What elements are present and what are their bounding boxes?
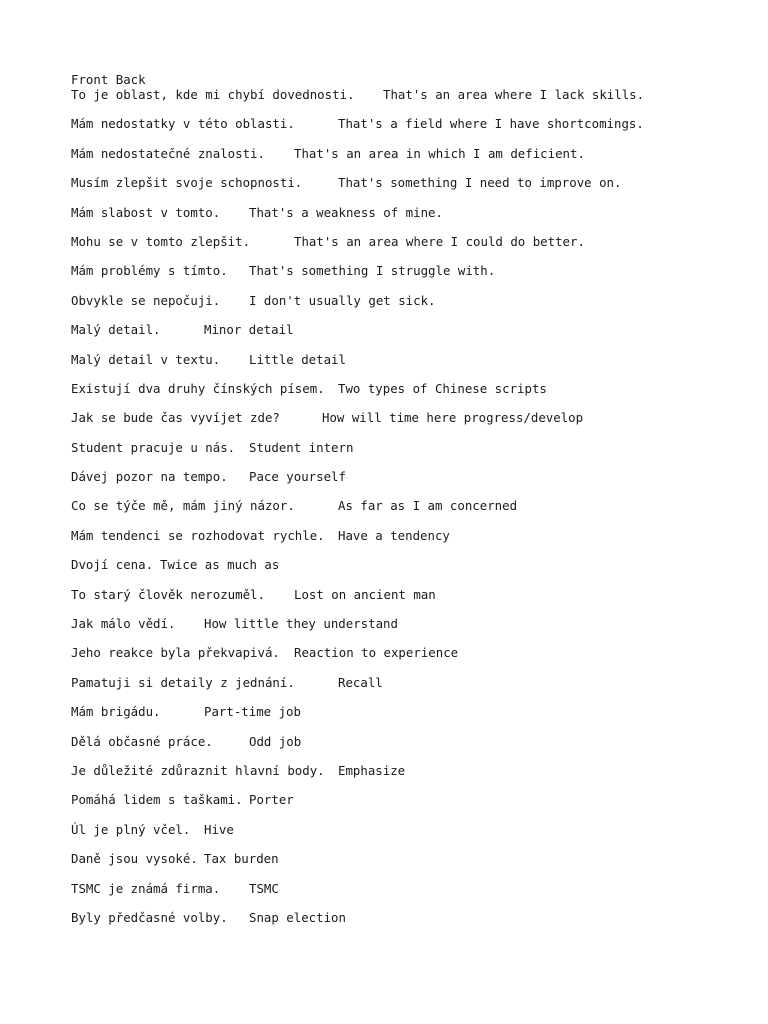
card-back: As far as I am concerned (338, 498, 518, 514)
flashcard-row (71, 352, 751, 367)
card-back: Minor detail (204, 322, 294, 338)
card-back: That's a field where I have shortcomings. (338, 116, 644, 132)
card-back: That's something I need to improve on. (338, 175, 622, 191)
card-back: Recall (338, 674, 383, 690)
card-front: Je důležité zdůraznit hlavní body. (71, 762, 325, 778)
card-front: Jak se bude čas vyvíjet zde? (71, 410, 280, 426)
flashcard-row (71, 205, 751, 220)
document-page (71, 72, 751, 925)
card-back: That's a weakness of mine. (249, 204, 443, 220)
card-front: Obvykle se nepočuji. (71, 292, 221, 308)
card-back: Hive (204, 821, 234, 837)
card-front: Pamatuji si detaily z jednání. (71, 674, 295, 690)
flashcard-row (71, 322, 751, 337)
card-front: Dávej pozor na tempo. (71, 469, 228, 485)
card-front: Musím zlepšit svoje schopnosti. (71, 175, 303, 191)
flashcard-row (71, 557, 751, 572)
card-back: That's something I struggle with. (249, 263, 496, 279)
flashcard-row (71, 792, 751, 807)
flashcard-row (71, 851, 751, 866)
card-front: Jak málo vědí. (71, 616, 176, 632)
flashcard-row (71, 175, 751, 190)
card-front: To je oblast, kde mi chybí dovednosti. (71, 87, 355, 102)
card-back: How will time here progress/develop (322, 410, 584, 426)
card-back: TSMC (249, 880, 279, 896)
card-front: Pomáhá lidem s taškami. (71, 792, 243, 808)
card-front: Mohu se v tomto zlepšit. (71, 233, 251, 249)
card-front: Jeho reakce byla překvapivá. (71, 645, 280, 661)
flashcard-row (71, 146, 751, 161)
flashcard-row (71, 645, 751, 660)
flashcard-row (71, 87, 751, 102)
flashcard-row (71, 293, 751, 308)
flashcard-row (71, 763, 751, 778)
column-header: Front Back (71, 72, 146, 87)
card-front: To starý člověk nerozuměl. (71, 586, 265, 602)
card-back: Student intern (249, 439, 354, 455)
card-front: Byly předčasné volby. (71, 909, 228, 925)
flashcard-row (71, 734, 751, 749)
flashcard-row (71, 498, 751, 513)
card-front: Mám nedostatky v této oblasti. (71, 116, 295, 132)
flashcard-row (71, 116, 751, 131)
card-front: Mám tendenci se rozhodovat rychle. (71, 527, 325, 543)
card-back: Part-time job (204, 704, 301, 720)
flashcard-row (71, 675, 751, 690)
flashcard-row (71, 704, 751, 719)
card-back: Have a tendency (338, 527, 450, 543)
card-front: Student pracuje u nás. (71, 439, 236, 455)
card-front: Mám brigádu. (71, 704, 161, 720)
card-front: Daně jsou vysoké. (71, 851, 198, 867)
card-front: TSMC je známá firma. (71, 880, 221, 896)
flashcard-row (71, 469, 751, 484)
card-back: That's an area in which I am deficient. (294, 145, 585, 161)
card-back: Snap election (249, 909, 346, 925)
card-back: I don't usually get sick. (249, 292, 436, 308)
flashcard-row (71, 528, 751, 543)
card-front: Co se týče mě, mám jiný názor. (71, 498, 295, 514)
card-back: How little they understand (204, 616, 398, 632)
flashcard-row (71, 616, 751, 631)
card-back: Pace yourself (249, 469, 346, 485)
card-front: Dvojí cena. (71, 557, 154, 573)
flashcard-row (71, 587, 751, 602)
flashcard-row (71, 410, 751, 425)
card-front: Úl je plný včel. (71, 821, 191, 837)
flashcard-row (71, 263, 751, 278)
card-back: Reaction to experience (294, 645, 459, 661)
card-front: Dělá občasné práce. (71, 733, 213, 749)
card-front: Mám problémy s tímto. (71, 263, 228, 279)
flashcard-row (71, 881, 751, 896)
flashcard-row (71, 910, 751, 925)
card-front: Mám slabost v tomto. (71, 204, 221, 220)
card-back: That's an area where I lack skills. (383, 87, 645, 102)
card-back: Emphasize (338, 762, 406, 778)
card-back: Little detail (249, 351, 346, 367)
card-back: Two types of Chinese scripts (338, 380, 547, 396)
card-front: Malý detail. (71, 322, 161, 338)
card-back: That's an area where I could do better. (294, 233, 585, 249)
flashcard-row (71, 234, 751, 249)
card-back: Lost on ancient man (294, 586, 436, 602)
flashcard-list (71, 87, 751, 925)
card-back: Tax burden (204, 851, 279, 867)
card-back: Porter (249, 792, 294, 808)
card-back: Twice as much as (160, 557, 280, 573)
flashcard-row (71, 440, 751, 455)
card-front: Malý detail v textu. (71, 351, 221, 367)
card-back: Odd job (249, 733, 302, 749)
flashcard-row (71, 381, 751, 396)
flashcard-row (71, 822, 751, 837)
card-front: Mám nedostatečné znalosti. (71, 145, 265, 161)
card-front: Existují dva druhy čínských písem. (71, 380, 325, 396)
